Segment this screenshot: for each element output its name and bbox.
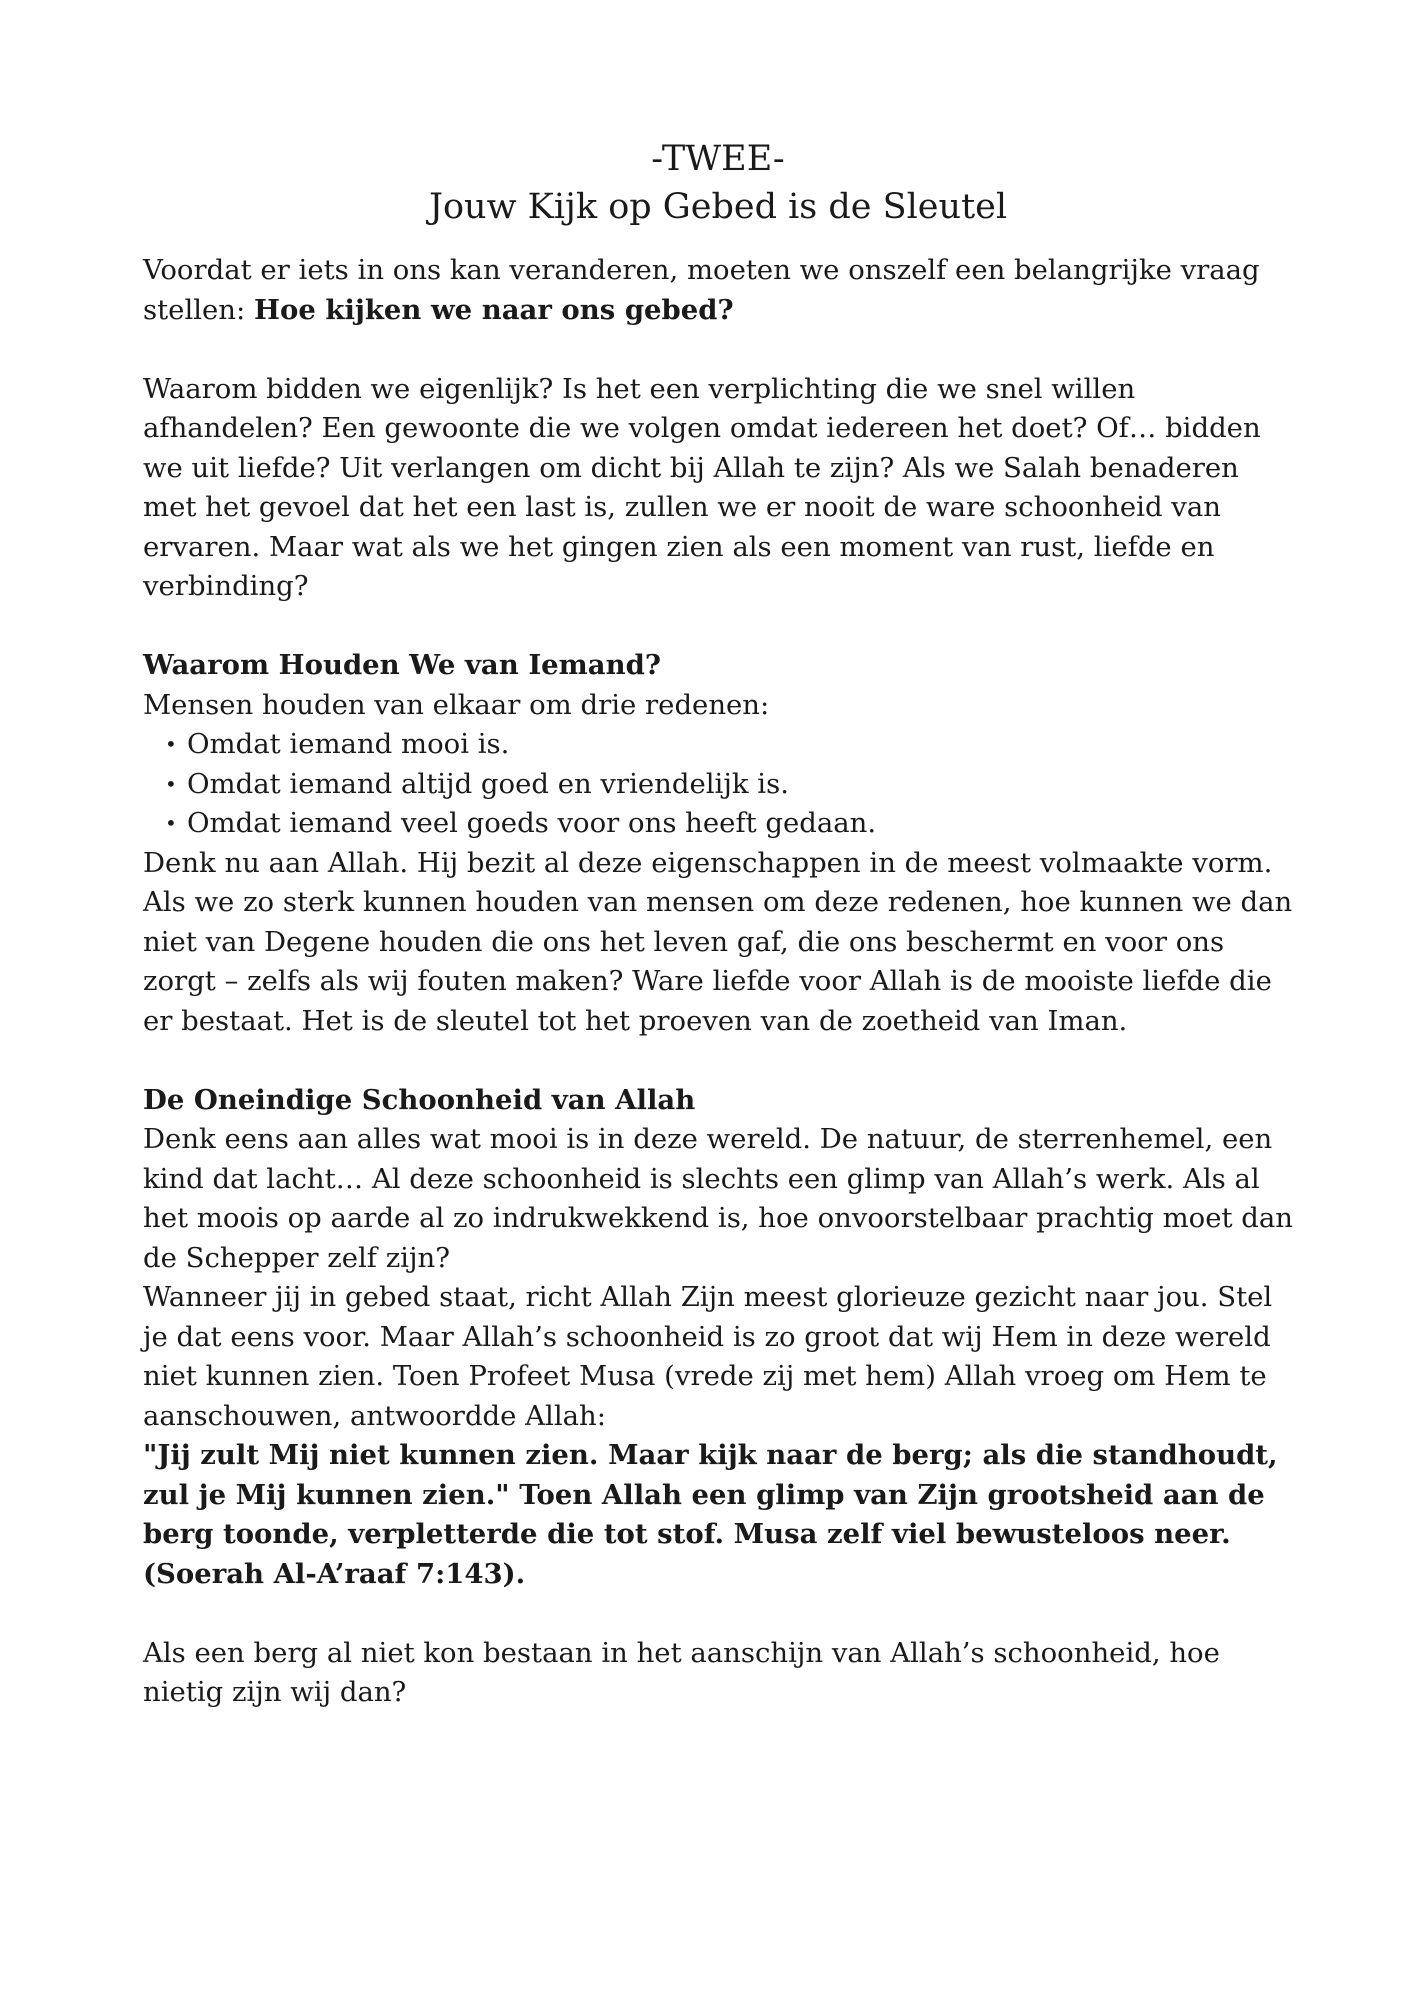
spacer [143,607,1293,647]
document-page [143,135,1293,1713]
chapter-header [143,135,1293,231]
chapter-number: -TWEE- [651,139,785,179]
reasons-paragraph: Waarom bidden we eigenlijk? Is het een verplichting die we snel willen afhandelen? Een gewoonte die we volgen omdat iedereen het doet? Of… bidden we uit liefde? Uit verlangen om dicht bij Allah te zijn? Als we Salah benaderen met het gevoel dat het een last is, zullen we er nooit de ware schoonheid van ervaren. Maar wat als we het gingen zien als een moment van rust, liefde en verbinding? [143,372,1261,602]
intro-question: Hoe kijken we naar ons gebed? [254,293,734,326]
love-body-paragraph: Denk nu aan Allah. Hij bezit al deze eigenschappen in de meest volmaakte vorm. Als we zo sterk kunnen houden van mensen om deze redenen, hoe kunnen we dan niet van Degene houden die ons het leven gaf, die ons beschermt en voor ons zorgt – zelfs als wij fouten maken? Ware liefde voor Allah is de mooiste liefde die er bestaat. Het is de sleutel tot het proeven van de zoetheid van Iman. [143,846,1293,1037]
intro-text: Voordat er iets in ons kan veranderen, moeten we onszelf een belangrijke vraag stellen: [143,254,1260,326]
love-lead-text: Mensen houden van elkaar om drie redenen: [143,688,770,721]
spacer [143,1594,1293,1634]
section-heading-beauty: De Oneindige Schoonheid van Allah [143,1083,696,1116]
section-heading-love: Waarom Houden We van Iemand? [143,649,661,681]
spacer [143,1041,1293,1081]
spacer [143,330,1293,370]
closing-paragraph: Als een berg al niet kon bestaan in het aanschijn van Allah’s schoonheid, hoe nietig zijn wij dan? [143,1636,1220,1708]
list-item: • Omdat iemand mooi is. [187,725,1293,765]
intro-paragraph [143,251,1293,330]
list-item: • Omdat iemand altijd goed en vriendelijk is. [187,765,1293,805]
beauty-paragraph-2: Wanneer jij in gebed staat, richt Allah Zijn meest glorieuze gezicht naar jou. Stel je dat eens voor. Maar Allah’s schoonheid is zo groot dat wij Hem in deze wereld niet kunnen zien. Toen Profeet Musa (vrede zij met hem) Allah vroeg om Hem te aanschouwen, antwoordde Allah: [143,1281,1273,1432]
beauty-paragraph-1: Denk eens aan alles wat mooi is in deze wereld. De natuur, de sterrenhemel, een kind dat lacht… Al deze schoonheid is slechts een glimp van Allah’s werk. Als al het moois op aarde al zo indrukwekkend is, hoe onvoorstelbaar prachtig moet dan de Schepper zelf zijn? [143,1123,1294,1274]
love-reasons-list [143,725,1293,844]
list-item: • Omdat iemand veel goeds voor ons heeft gedaan. [187,804,1293,844]
quran-quote: "Jij zult Mij niet kunnen zien. Maar kijk naar de berg; als die standhoudt, zul je Mij kunnen zien." Toen Allah een glimp van Zijn grootsheid aan de berg toonde, verpletterde die tot stof. Musa zelf viel bewusteloos neer. (Soerah Al-A’raaf 7:143). [143,1439,1278,1590]
chapter-title: Jouw Kijk op Gebed is de Sleutel [428,187,1008,227]
